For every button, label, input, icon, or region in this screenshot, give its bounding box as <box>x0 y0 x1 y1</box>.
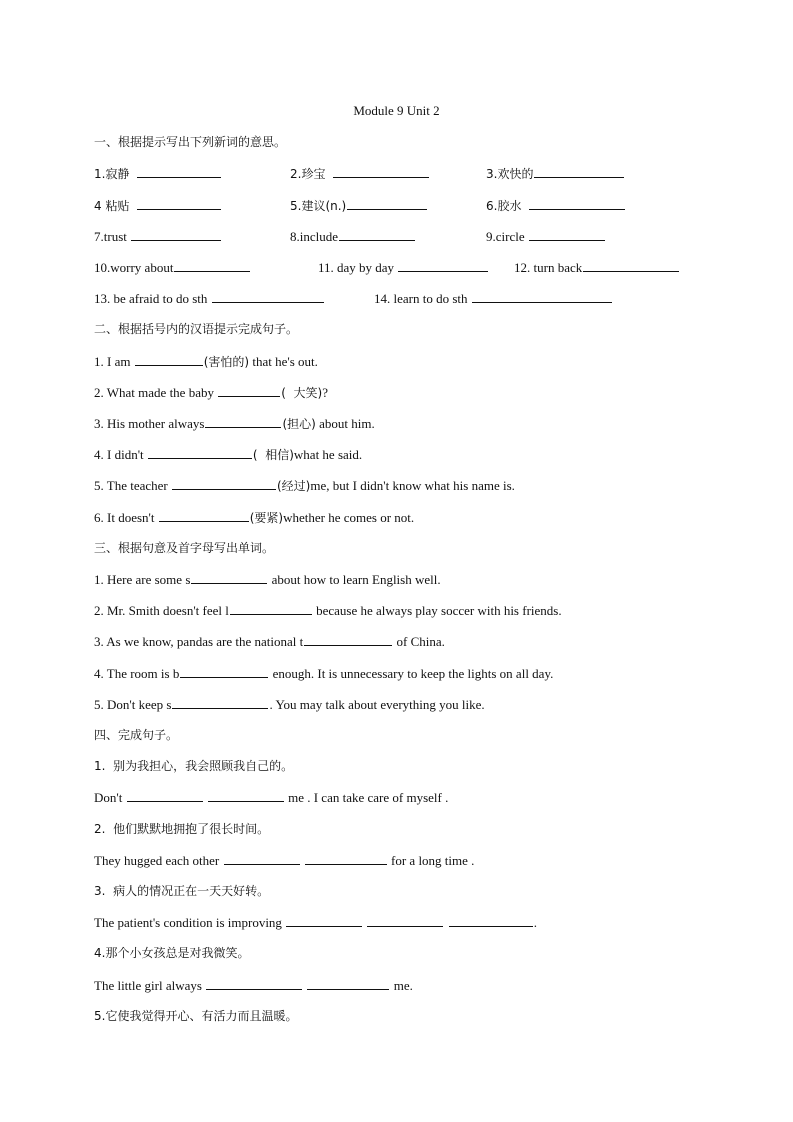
sentence-item: 2. What made the baby ( 大笑)? <box>94 385 329 400</box>
vocab-item: 5.建议(n.) <box>290 197 428 214</box>
answer-blank[interactable] <box>529 228 605 241</box>
section3-heading: 三、根据句意及首字母写出单词。 <box>94 541 275 555</box>
answer-blank[interactable] <box>472 290 612 303</box>
answer-blank[interactable] <box>529 197 625 210</box>
chinese-prompt: 2. 他们默默地拥抱了很长时间。 <box>94 822 270 836</box>
answer-blank[interactable] <box>339 228 415 241</box>
vocab-item: 13. be afraid to do sth <box>94 290 325 307</box>
answer-blank[interactable] <box>191 571 267 584</box>
translation-item: They hugged each other for a long time . <box>94 853 475 868</box>
section4-heading: 四、完成句子。 <box>94 728 179 742</box>
answer-blank[interactable] <box>333 165 429 178</box>
chinese-prompt: 4.那个小女孩总是对我微笑。 <box>94 946 250 960</box>
answer-blank[interactable] <box>583 259 679 272</box>
sentence-item: 5. The teacher (经过)me, but I didn't know what his name is. <box>94 478 515 493</box>
chinese-prompt: 5.它使我觉得开心、有活力而且温暖。 <box>94 1009 298 1023</box>
vocab-item: 11. day by day <box>318 259 489 276</box>
answer-blank[interactable] <box>347 197 427 210</box>
answer-blank[interactable] <box>208 789 284 802</box>
answer-blank[interactable] <box>224 852 300 865</box>
vocab-item: 7.trust <box>94 228 222 245</box>
answer-blank[interactable] <box>304 633 392 646</box>
answer-blank[interactable] <box>367 914 443 927</box>
section1-heading: 一、根据提示写出下列新词的意思。 <box>94 135 287 149</box>
answer-blank[interactable] <box>218 384 280 397</box>
answer-blank[interactable] <box>286 914 362 927</box>
answer-blank[interactable] <box>135 353 203 366</box>
answer-blank[interactable] <box>174 259 250 272</box>
answer-blank[interactable] <box>206 977 302 990</box>
answer-blank[interactable] <box>205 415 281 428</box>
sentence-item: 5. Don't keep s . You may talk about everything you like. <box>94 697 485 712</box>
vocab-item: 6.胶水 <box>486 197 626 214</box>
answer-blank[interactable] <box>307 977 389 990</box>
sentence-item: 2. Mr. Smith doesn't feel l because he always play soccer with his friends. <box>94 603 562 618</box>
answer-blank[interactable] <box>131 228 221 241</box>
vocab-item: 8.include <box>290 228 416 245</box>
answer-blank[interactable] <box>180 665 268 678</box>
answer-blank[interactable] <box>449 914 533 927</box>
vocab-item: 1.寂静 <box>94 165 222 182</box>
sentence-item: 3. As we know, pandas are the national t of China. <box>94 634 445 649</box>
vocab-item: 9.circle <box>486 228 606 245</box>
sentence-item: 4. The room is b enough. It is unnecessary to keep the lights on all day. <box>94 666 554 681</box>
translation-item: The little girl always me. <box>94 978 413 993</box>
sentence-item: 1. Here are some s about how to learn English well. <box>94 572 441 587</box>
answer-blank[interactable] <box>127 789 203 802</box>
chinese-prompt: 3. 病人的情况正在一天天好转。 <box>94 884 270 898</box>
answer-blank[interactable] <box>212 290 324 303</box>
answer-blank[interactable] <box>137 197 221 210</box>
section2-heading: 二、根据括号内的汉语提示完成句子。 <box>94 322 299 336</box>
translation-item: The patient's condition is improving . <box>94 915 537 930</box>
answer-blank[interactable] <box>534 165 624 178</box>
vocab-item: 4 粘贴 <box>94 197 222 214</box>
page-title: Module 9 Unit 2 <box>353 103 440 118</box>
translation-item: Don't me . I can take care of myself . <box>94 790 449 805</box>
sentence-item: 6. It doesn't (要紧)whether he comes or not. <box>94 510 415 525</box>
answer-blank[interactable] <box>305 852 387 865</box>
vocab-item: 10.worry about <box>94 259 251 276</box>
answer-blank[interactable] <box>172 477 276 490</box>
chinese-prompt: 1. 别为我担心，我会照顾我自己的。 <box>94 759 294 773</box>
vocab-item: 3.欢快的 <box>486 165 625 182</box>
answer-blank[interactable] <box>148 446 252 459</box>
sentence-item: 1. I am (害怕的) that he's out. <box>94 354 318 369</box>
answer-blank[interactable] <box>137 165 221 178</box>
answer-blank[interactable] <box>230 602 312 615</box>
answer-blank[interactable] <box>398 259 488 272</box>
sentence-item: 4. I didn't ( 相信)what he said. <box>94 447 363 462</box>
vocab-item: 14. learn to do sth <box>374 290 613 307</box>
vocab-item: 2.珍宝 <box>290 165 430 182</box>
answer-blank[interactable] <box>159 509 249 522</box>
sentence-item: 3. His mother always (担心) about him. <box>94 416 375 431</box>
vocab-item: 12. turn back <box>514 259 680 276</box>
answer-blank[interactable] <box>172 696 268 709</box>
